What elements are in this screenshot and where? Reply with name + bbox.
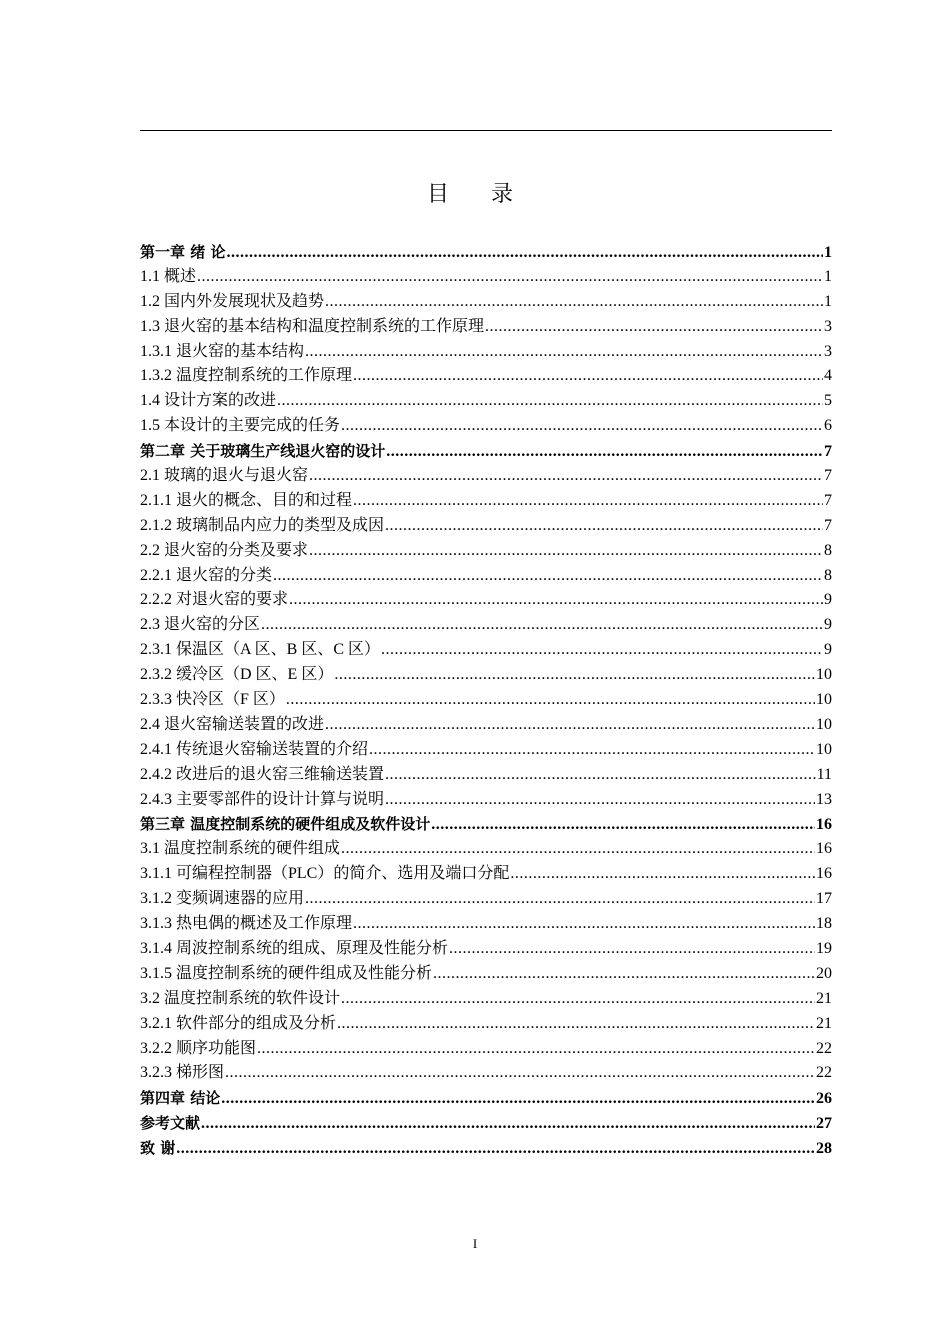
toc-entry[interactable]	[140, 1086, 832, 1111]
toc-entry[interactable]	[140, 564, 832, 589]
toc-entry-label: 1.4 设计方案的改进	[140, 392, 277, 410]
toc-entry[interactable]	[140, 315, 832, 340]
toc-entry-label: 2.2.1 退火窑的分类	[140, 566, 273, 584]
toc-entry-page: 13	[816, 790, 832, 808]
toc-dot-leader	[257, 1037, 815, 1062]
toc-entry-page: 6	[824, 417, 832, 435]
toc-entry-label: 3.2.3 梯形图	[140, 1064, 225, 1082]
toc-entry-label: 2.3.2 缓冷区（D 区、E 区）	[140, 666, 334, 684]
toc-entry[interactable]	[140, 290, 832, 315]
toc-entry-label: 2.3 退火窑的分区	[140, 616, 261, 634]
table-of-contents	[140, 240, 832, 1161]
toc-entry[interactable]	[140, 812, 832, 837]
toc-entry[interactable]	[140, 887, 832, 912]
toc-dot-leader	[341, 837, 815, 862]
toc-entry-label: 3.1.3 热电偶的概述及工作原理	[140, 915, 353, 933]
toc-entry[interactable]	[140, 414, 832, 439]
toc-entry[interactable]	[140, 937, 832, 962]
toc-entry-page: 21	[816, 1014, 832, 1032]
toc-entry-page: 8	[824, 566, 832, 584]
toc-entry-page: 3	[824, 317, 832, 335]
toc-entry[interactable]	[140, 763, 832, 788]
toc-entry[interactable]	[140, 713, 832, 738]
toc-dot-leader	[305, 340, 823, 365]
toc-entry[interactable]	[140, 514, 832, 539]
toc-dot-leader	[341, 987, 815, 1012]
toc-entry-label: 1.3 退火窑的基本结构和温度控制系统的工作原理	[140, 317, 485, 335]
toc-dot-leader	[385, 763, 816, 788]
toc-entry-label: 1.3.1 退火窑的基本结构	[140, 342, 305, 360]
toc-dot-leader	[334, 663, 815, 688]
toc-entry-label: 2.1.1 退火的概念、目的和过程	[140, 491, 353, 509]
toc-entry[interactable]	[140, 240, 832, 265]
toc-entry-label: 3.2.1 软件部分的组成及分析	[140, 1014, 337, 1032]
toc-entry-label: 3.1.1 可编程控制器（PLC）的简介、选用及端口分配	[140, 865, 510, 883]
toc-entry-page: 9	[824, 591, 832, 609]
toc-entry-label: 2.1.2 玻璃制品内应力的类型及成因	[140, 516, 385, 534]
toc-entry-label: 3.1.5 温度控制系统的硬件组成及性能分析	[140, 964, 433, 982]
toc-dot-leader	[433, 962, 815, 987]
toc-dot-leader	[305, 887, 815, 912]
toc-entry[interactable]	[140, 364, 832, 389]
toc-entry[interactable]	[140, 539, 832, 564]
toc-entry-label: 3.1.2 变频调速器的应用	[140, 890, 305, 908]
toc-entry-label: 1.5 本设计的主要完成的任务	[140, 417, 341, 435]
toc-dot-leader	[197, 265, 823, 290]
toc-entry-page: 16	[816, 865, 832, 883]
toc-dot-leader	[510, 862, 815, 887]
toc-entry-label: 第二章 关于玻璃生产线退火窑的设计	[140, 442, 386, 461]
toc-entry-label: 3.2.2 顺序功能图	[140, 1039, 257, 1057]
toc-dot-leader	[277, 389, 823, 414]
toc-entry-page: 22	[816, 1064, 832, 1082]
toc-entry-label: 第四章 结论	[140, 1089, 221, 1108]
header-rule	[140, 130, 832, 131]
toc-entry-label: 3.1.4 周波控制系统的组成、原理及性能分析	[140, 939, 449, 957]
toc-entry-label: 2.4.2 改进后的退火窑三维输送装置	[140, 765, 385, 783]
toc-entry-page: 7	[824, 491, 832, 509]
toc-entry-page: 1	[824, 244, 832, 261]
toc-entry-label: 第一章 绪 论	[140, 243, 226, 261]
toc-entry-page: 10	[816, 666, 832, 684]
toc-entry-page: 7	[824, 443, 832, 461]
toc-entry-label: 2.2 退火窑的分类及要求	[140, 541, 309, 559]
toc-entry[interactable]	[140, 688, 832, 713]
toc-entry-label: 1.3.2 温度控制系统的工作原理	[140, 367, 353, 385]
toc-dot-leader	[325, 290, 823, 315]
toc-entry-page: 19	[816, 939, 832, 957]
toc-entry[interactable]	[140, 464, 832, 489]
toc-entry-page: 10	[816, 691, 832, 709]
toc-entry-page: 28	[816, 1140, 832, 1158]
toc-entry-page: 5	[824, 392, 832, 410]
toc-entry-label: 参考文献	[140, 1114, 201, 1133]
toc-entry-page: 21	[816, 989, 832, 1007]
toc-dot-leader	[341, 414, 823, 439]
toc-entry-label: 3.1 温度控制系统的硬件组成	[140, 840, 341, 858]
toc-entry-label: 1.2 国内外发展现状及趋势	[140, 292, 325, 310]
toc-dot-leader	[353, 364, 823, 389]
toc-entry[interactable]	[140, 340, 832, 365]
toc-dot-leader	[325, 713, 815, 738]
toc-title: 目 录	[426, 182, 523, 207]
toc-entry-page: 4	[824, 367, 832, 385]
toc-dot-leader	[176, 1137, 815, 1161]
page-number: I	[472, 1236, 478, 1251]
toc-dot-leader	[309, 539, 823, 564]
toc-entry[interactable]	[140, 1012, 832, 1037]
toc-entry-page: 18	[816, 915, 832, 933]
toc-entry-page: 26	[816, 1090, 832, 1108]
toc-entry-page: 10	[816, 740, 832, 758]
toc-entry-label: 2.4.3 主要零部件的设计计算与说明	[140, 790, 385, 808]
toc-dot-leader	[273, 564, 823, 589]
toc-entry-page: 22	[816, 1039, 832, 1057]
toc-dot-leader	[386, 440, 823, 464]
toc-dot-leader	[261, 613, 823, 638]
toc-dot-leader	[353, 912, 815, 937]
toc-entry-page: 20	[816, 964, 832, 982]
toc-dot-leader	[221, 1087, 815, 1111]
toc-entry-label: 2.1 玻璃的退火与退火窑	[140, 467, 309, 485]
toc-entry-page: 1	[824, 292, 832, 310]
toc-entry-page: 27	[816, 1115, 832, 1133]
toc-dot-leader	[309, 464, 823, 489]
toc-dot-leader	[286, 688, 815, 713]
toc-entry[interactable]	[140, 862, 832, 887]
toc-entry-page: 16	[816, 840, 832, 858]
toc-entry[interactable]	[140, 489, 832, 514]
toc-entry[interactable]	[140, 987, 832, 1012]
toc-dot-leader	[201, 1112, 815, 1136]
toc-entry[interactable]	[140, 788, 832, 813]
toc-entry-page: 1	[824, 267, 832, 285]
toc-entry-label: 2.3.3 快冷区（F 区）	[140, 691, 285, 709]
toc-dot-leader	[353, 489, 823, 514]
toc-entry-page: 3	[824, 342, 832, 360]
toc-entry[interactable]	[140, 389, 832, 414]
toc-entry[interactable]	[140, 962, 832, 987]
toc-entry[interactable]	[140, 439, 832, 464]
toc-entry[interactable]	[140, 1136, 832, 1161]
toc-entry[interactable]	[140, 265, 832, 290]
toc-entry[interactable]	[140, 1061, 832, 1086]
toc-entry[interactable]	[140, 663, 832, 688]
toc-entry-page: 8	[824, 541, 832, 559]
toc-entry-label: 1.1 概述	[140, 267, 197, 285]
toc-dot-leader	[289, 588, 823, 613]
toc-dot-leader	[226, 241, 823, 265]
toc-entry-page: 10	[816, 715, 832, 733]
toc-entry-page: 11	[816, 765, 832, 783]
toc-entry-page: 17	[816, 890, 832, 908]
toc-dot-leader	[225, 1061, 815, 1086]
toc-dot-leader	[369, 738, 815, 763]
toc-entry[interactable]	[140, 738, 832, 763]
toc-entry[interactable]	[140, 837, 832, 862]
toc-entry-label: 2.4 退火窑输送装置的改进	[140, 715, 325, 733]
toc-entry[interactable]	[140, 613, 832, 638]
toc-entry-label: 2.2.2 对退火窑的要求	[140, 591, 289, 609]
toc-entry[interactable]	[140, 1111, 832, 1136]
toc-dot-leader	[449, 937, 815, 962]
toc-entry-page: 7	[824, 467, 832, 485]
toc-entry[interactable]	[140, 1037, 832, 1062]
toc-entry-label: 3.2 温度控制系统的软件设计	[140, 989, 341, 1007]
toc-dot-leader	[431, 813, 815, 837]
toc-entry[interactable]	[140, 912, 832, 937]
toc-entry-label: 第三章 温度控制系统的硬件组成及软件设计	[140, 815, 431, 834]
toc-dot-leader	[385, 514, 823, 539]
toc-entry[interactable]	[140, 588, 832, 613]
toc-dot-leader	[385, 788, 815, 813]
toc-dot-leader	[485, 315, 823, 340]
toc-entry-page: 9	[824, 641, 832, 659]
toc-entry-page: 9	[824, 616, 832, 634]
toc-entry[interactable]	[140, 638, 832, 663]
toc-dot-leader	[337, 1012, 815, 1037]
toc-entry-page: 7	[824, 516, 832, 534]
toc-entry-label: 2.3.1 保温区（A 区、B 区、C 区）	[140, 641, 381, 659]
toc-entry-page: 16	[816, 816, 832, 834]
toc-dot-leader	[381, 638, 823, 663]
toc-entry-label: 2.4.1 传统退火窑输送装置的介绍	[140, 740, 369, 758]
toc-entry-label: 致 谢	[140, 1139, 176, 1158]
